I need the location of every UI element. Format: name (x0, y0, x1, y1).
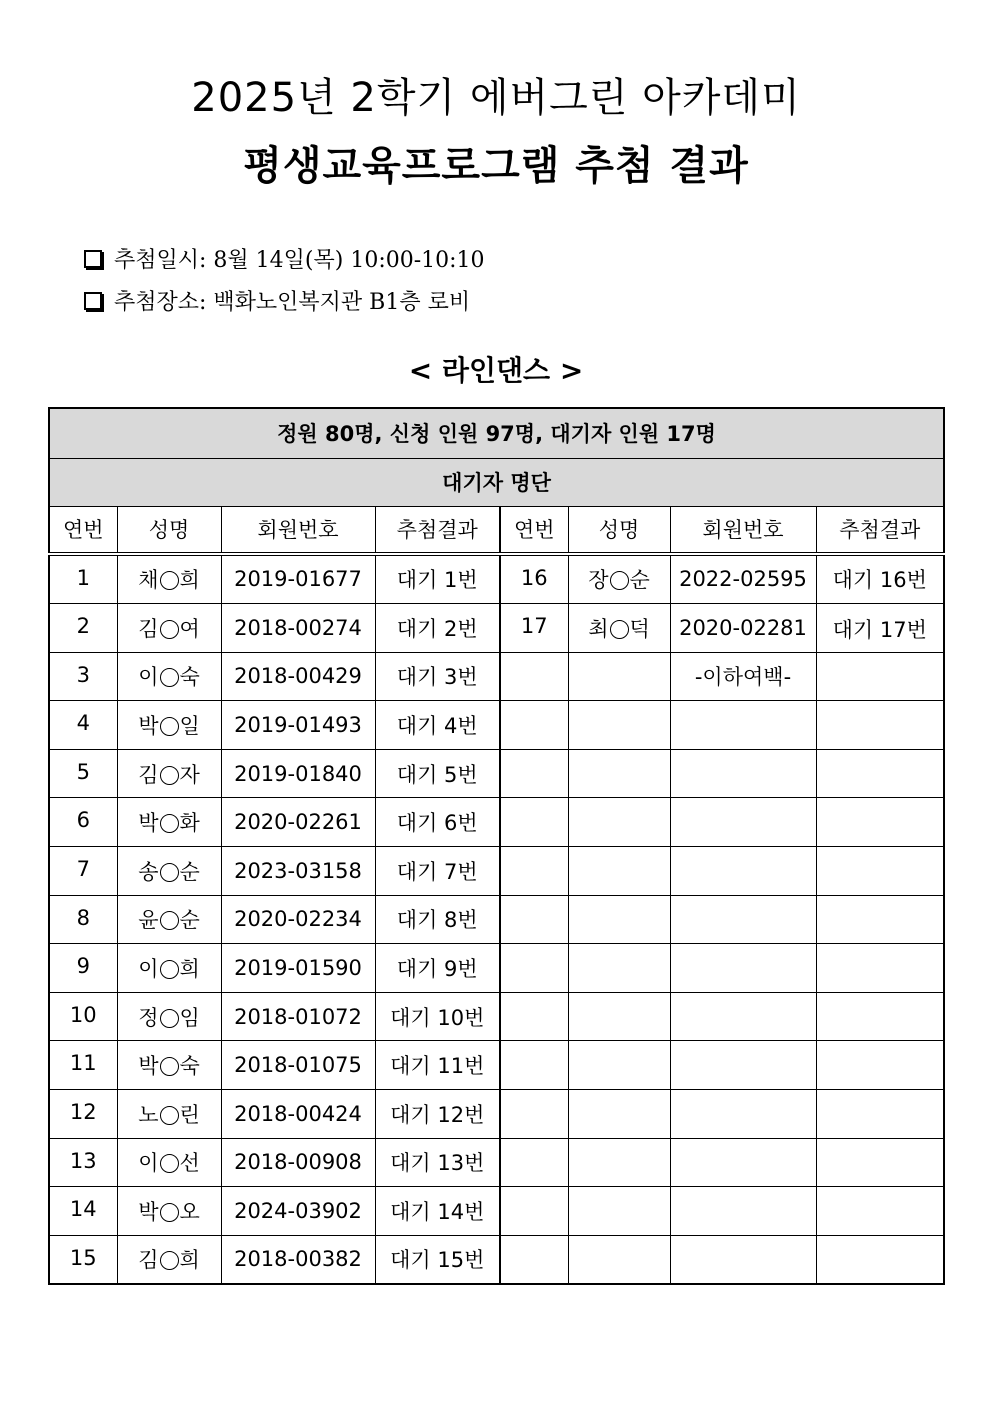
masked-char-circle-icon (160, 668, 179, 687)
cell-result (816, 798, 944, 847)
cell-no: 12 (49, 1089, 117, 1138)
cell-result: 대기 16번 (816, 554, 944, 604)
cell-result (816, 1041, 944, 1090)
cell-member-id: 2018-00382 (221, 1235, 375, 1284)
cell-no (500, 749, 568, 798)
cell-member-id: 2018-00424 (221, 1089, 375, 1138)
cell-member-id: 2019-01677 (221, 554, 375, 604)
table-row (49, 944, 944, 993)
cell-name (568, 1041, 670, 1090)
cell-no (500, 1138, 568, 1187)
header-no: 연번 (49, 506, 117, 554)
table-row (49, 1138, 944, 1187)
header-member-id: 회원번호 (221, 506, 375, 554)
cell-no: 15 (49, 1235, 117, 1284)
masked-char-circle-icon (610, 571, 629, 590)
cell-name (117, 652, 221, 701)
header-member-id: 회원번호 (670, 506, 816, 554)
cell-member-id: 2018-00274 (221, 604, 375, 653)
cell-result (816, 1235, 944, 1284)
header-name: 성명 (568, 506, 670, 554)
info-value: 백화노인복지관 B1층 로비 (213, 290, 471, 315)
table-row (49, 554, 944, 604)
info-label: 추첨장소: (114, 290, 207, 315)
cell-no: 14 (49, 1187, 117, 1236)
cell-no: 11 (49, 1041, 117, 1090)
cell-member-id (670, 992, 816, 1041)
cell-no (500, 1041, 568, 1090)
cell-name (568, 895, 670, 944)
given-name: 여 (179, 616, 200, 641)
cell-member-id (670, 1041, 816, 1090)
cell-member-id (670, 1235, 816, 1284)
cell-result: 대기 9번 (375, 944, 500, 993)
table-row (49, 604, 944, 653)
surname: 박 (138, 811, 159, 836)
page-title-line2: 평생교육프로그램 추첨 결과 (243, 143, 749, 189)
cell-member-id: 2018-01072 (221, 992, 375, 1041)
masked-char-circle-icon (160, 1057, 179, 1076)
surname: 김 (138, 1248, 159, 1273)
cell-no (500, 1235, 568, 1284)
cell-name (117, 604, 221, 653)
cell-name (117, 895, 221, 944)
cell-result (816, 749, 944, 798)
cell-name (117, 1138, 221, 1187)
cell-no (500, 846, 568, 895)
checkbox-bullet-icon (84, 250, 102, 268)
checkbox-bullet-icon (84, 292, 102, 310)
cell-no: 8 (49, 895, 117, 944)
surname: 김 (138, 762, 159, 787)
table-row (49, 652, 944, 701)
cell-name (568, 652, 670, 701)
given-name: 일 (179, 713, 200, 738)
cell-no (500, 944, 568, 993)
given-name: 화 (179, 811, 200, 836)
given-name: 희 (179, 568, 200, 593)
cell-member-id (670, 749, 816, 798)
masked-char-circle-icon (160, 1106, 179, 1125)
cell-name (568, 992, 670, 1041)
masked-char-circle-icon (160, 863, 179, 882)
given-name: 순 (179, 859, 200, 884)
masked-char-circle-icon (160, 911, 179, 930)
cell-name (117, 846, 221, 895)
info-draw-location (84, 285, 470, 316)
cell-no: 1 (49, 554, 117, 604)
info-draw-datetime (84, 243, 485, 274)
given-name: 자 (179, 762, 200, 787)
cell-member-id: 2019-01590 (221, 944, 375, 993)
cell-name (568, 1187, 670, 1236)
cell-member-id: 2018-00908 (221, 1138, 375, 1187)
cell-result (816, 1138, 944, 1187)
cell-no: 2 (49, 604, 117, 653)
cell-result (816, 944, 944, 993)
masked-char-circle-icon (610, 620, 629, 639)
cell-name (117, 1041, 221, 1090)
cell-no: 6 (49, 798, 117, 847)
cell-result (816, 652, 944, 701)
cell-no (500, 992, 568, 1041)
cell-name (117, 992, 221, 1041)
cell-result: 대기 3번 (375, 652, 500, 701)
cell-member-id (670, 1089, 816, 1138)
surname: 채 (138, 568, 159, 593)
cell-name (117, 1187, 221, 1236)
table-row (49, 992, 944, 1041)
cell-result: 대기 8번 (375, 895, 500, 944)
cell-no: 10 (49, 992, 117, 1041)
cell-name (568, 749, 670, 798)
cell-name (568, 1089, 670, 1138)
cell-name (568, 604, 670, 653)
cell-result (816, 1187, 944, 1236)
given-name: 임 (179, 1005, 200, 1030)
given-name: 순 (629, 568, 650, 593)
cell-result: 대기 11번 (375, 1041, 500, 1090)
masked-char-circle-icon (160, 1154, 179, 1173)
waitlist-table (48, 407, 945, 1285)
masked-char-circle-icon (160, 571, 179, 590)
cell-no: 5 (49, 749, 117, 798)
table-row (49, 895, 944, 944)
surname: 송 (138, 859, 159, 884)
cell-result: 대기 1번 (375, 554, 500, 604)
given-name: 숙 (179, 1054, 200, 1079)
surname: 김 (138, 616, 159, 641)
given-name: 희 (179, 1248, 200, 1273)
cell-member-id (670, 798, 816, 847)
cell-result (816, 992, 944, 1041)
surname: 장 (588, 568, 609, 593)
surname: 박 (138, 713, 159, 738)
masked-char-circle-icon (160, 1009, 179, 1028)
cell-no: 4 (49, 701, 117, 750)
page-title-line1: 2025년 2학기 에버그린 아카데미 (191, 75, 801, 121)
cell-name (568, 554, 670, 604)
cell-result (816, 1089, 944, 1138)
cell-member-id: 2019-01840 (221, 749, 375, 798)
surname: 정 (138, 1005, 159, 1030)
cell-name (117, 1089, 221, 1138)
cell-name (117, 749, 221, 798)
table-row (49, 1089, 944, 1138)
cell-no (500, 701, 568, 750)
cell-name (117, 1235, 221, 1284)
table-row (49, 1187, 944, 1236)
cell-name (568, 798, 670, 847)
cell-member-id: 2018-01075 (221, 1041, 375, 1090)
surname: 노 (138, 1102, 159, 1127)
info-label: 추첨일시: (114, 248, 207, 273)
cell-member-id: 2020-02281 (670, 604, 816, 653)
given-name: 덕 (629, 616, 650, 641)
table-row (49, 846, 944, 895)
masked-char-circle-icon (160, 717, 179, 736)
cell-no: 3 (49, 652, 117, 701)
cell-result (816, 701, 944, 750)
cell-result (816, 846, 944, 895)
cell-result: 대기 2번 (375, 604, 500, 653)
masked-char-circle-icon (160, 1251, 179, 1270)
cell-no: 9 (49, 944, 117, 993)
cell-no: 16 (500, 554, 568, 604)
table-row (49, 1041, 944, 1090)
cell-result: 대기 4번 (375, 701, 500, 750)
cell-end-note: -이하여백- (670, 652, 816, 701)
cell-no: 17 (500, 604, 568, 653)
cell-name (568, 846, 670, 895)
cell-no: 13 (49, 1138, 117, 1187)
surname: 이 (138, 956, 159, 981)
table-summary: 정원 80명, 신청 인원 97명, 대기자 인원 17명 (49, 408, 944, 458)
surname: 윤 (138, 908, 159, 933)
cell-member-id: 2020-02234 (221, 895, 375, 944)
cell-result: 대기 17번 (816, 604, 944, 653)
masked-char-circle-icon (160, 960, 179, 979)
cell-no (500, 1089, 568, 1138)
cell-result: 대기 6번 (375, 798, 500, 847)
cell-result: 대기 13번 (375, 1138, 500, 1187)
given-name: 순 (179, 908, 200, 933)
cell-result (816, 895, 944, 944)
table-row (49, 798, 944, 847)
cell-name (568, 944, 670, 993)
masked-char-circle-icon (160, 814, 179, 833)
table-list-title: 대기자 명단 (49, 458, 944, 506)
cell-result: 대기 14번 (375, 1187, 500, 1236)
given-name: 린 (179, 1102, 200, 1127)
cell-member-id: 2022-02595 (670, 554, 816, 604)
cell-name (117, 554, 221, 604)
surname: 박 (138, 1054, 159, 1079)
cell-no: 7 (49, 846, 117, 895)
cell-member-id (670, 1187, 816, 1236)
cell-member-id (670, 944, 816, 993)
given-name: 선 (179, 1151, 200, 1176)
cell-member-id: 2023-03158 (221, 846, 375, 895)
cell-member-id (670, 895, 816, 944)
masked-char-circle-icon (160, 620, 179, 639)
cell-result: 대기 7번 (375, 846, 500, 895)
surname: 이 (138, 1151, 159, 1176)
table-row (49, 701, 944, 750)
cell-name (568, 1235, 670, 1284)
surname: 박 (138, 1199, 159, 1224)
cell-member-id: 2020-02261 (221, 798, 375, 847)
surname: 최 (588, 616, 609, 641)
cell-member-id (670, 701, 816, 750)
cell-name (117, 701, 221, 750)
cell-name (117, 944, 221, 993)
given-name: 숙 (179, 665, 200, 690)
header-result: 추첨결과 (816, 506, 944, 554)
given-name: 오 (179, 1199, 200, 1224)
masked-char-circle-icon (160, 1203, 179, 1222)
cell-no (500, 895, 568, 944)
table-row (49, 749, 944, 798)
cell-result: 대기 10번 (375, 992, 500, 1041)
cell-no (500, 1187, 568, 1236)
header-name: 성명 (117, 506, 221, 554)
surname: 이 (138, 665, 159, 690)
cell-member-id (670, 846, 816, 895)
header-no: 연번 (500, 506, 568, 554)
section-title: < 라인댄스 > (408, 354, 584, 387)
cell-result: 대기 12번 (375, 1089, 500, 1138)
given-name: 희 (179, 956, 200, 981)
cell-member-id: 2024-03902 (221, 1187, 375, 1236)
cell-name (568, 1138, 670, 1187)
cell-result: 대기 5번 (375, 749, 500, 798)
cell-member-id (670, 1138, 816, 1187)
cell-member-id: 2019-01493 (221, 701, 375, 750)
table-row (49, 1235, 944, 1284)
cell-name (117, 798, 221, 847)
header-result: 추첨결과 (375, 506, 500, 554)
masked-char-circle-icon (160, 766, 179, 785)
cell-member-id: 2018-00429 (221, 652, 375, 701)
cell-name (568, 701, 670, 750)
cell-result: 대기 15번 (375, 1235, 500, 1284)
cell-no (500, 798, 568, 847)
info-value: 8월 14일(목) 10:00-10:10 (213, 248, 485, 273)
cell-no (500, 652, 568, 701)
